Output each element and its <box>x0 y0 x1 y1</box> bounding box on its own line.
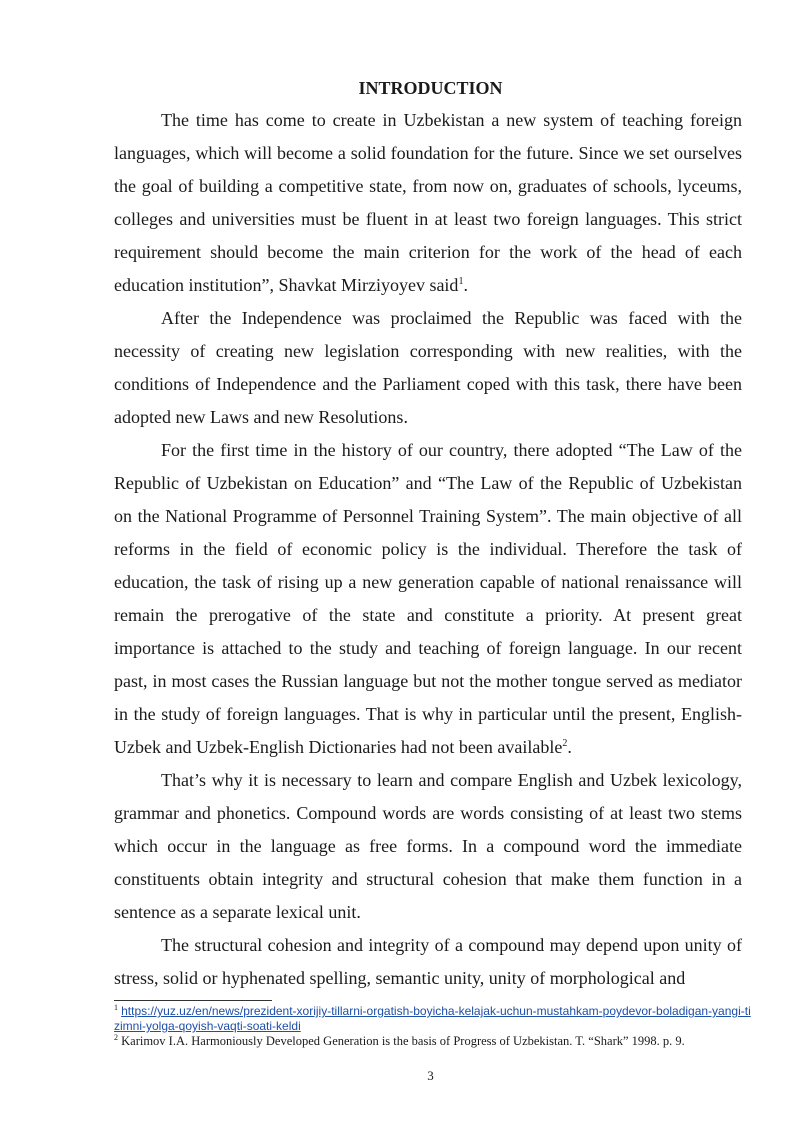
footnote-2 <box>114 1034 754 1049</box>
footnote-1 <box>114 1004 754 1034</box>
paragraph-5-text: The structural cohesion and integrity of a compound may depend upon unity of stress, solid or hyphenated spelling, semantic unity, unity of morphological and <box>114 935 742 988</box>
footnote-1-number: 1 <box>114 1002 118 1012</box>
footnote-ref-1[interactable]: 1 <box>458 276 464 287</box>
footnote-separator <box>114 1000 272 1001</box>
paragraph-1-tail: . <box>463 275 468 295</box>
paragraph-3-text: For the first time in the history of our country, there adopted “The Law of the Republic of Uzbekistan on Education” and “The Law of the Republic of Uzbekistan on the National Programme of Personnel Training System”. The main objective of all reforms in the field of economic policy is the individual. Therefore the task of education, the task of rising up a new generation capable of national renaissance will remain the prerogative of the state and constitute a priority. At present great importance is attached to the study and teaching of foreign language. In our recent past, in most cases the Russian language but not the mother tongue served as mediator in the study of foreign languages. That is why in particular until the present, English-Uzbek and Uzbek-English Dictionaries had not been available <box>114 440 742 757</box>
paragraph-2 <box>114 302 742 434</box>
paragraph-1 <box>114 104 742 302</box>
paragraph-1-text: The time has come to create in Uzbekistan a new system of teaching foreign languages, which will become a solid foundation for the future. Since we set ourselves the goal of building a competitive state, from now on, graduates of schools, lyceums, colleges and universities must be fluent in at least two foreign languages. This strict requirement should become the main criterion for the work of the head of each education institution”, Shavkat Mirziyoyev said <box>114 110 742 295</box>
page-number: 3 <box>427 1068 434 1083</box>
footnote-1-link[interactable]: https://yuz.uz/en/news/prezident-xorijiy-tillarni-orgatish-boyicha-kelajak-uchun-mustahkam-poydevor-boladigan-yangi-tizimni-yolga-qoyish-vaqti-soati-keldi <box>114 1004 751 1033</box>
paragraph-5 <box>114 929 742 995</box>
page-title: INTRODUCTION <box>358 78 503 98</box>
paragraph-3-tail: . <box>567 737 572 757</box>
paragraph-4-text: That’s why it is necessary to learn and compare English and Uzbek lexicology, grammar and phonetics. Compound words are words consisting of at least two stems which occur in the language as free forms. In a compound word the immediate constituents obtain integrity and structural cohesion that make them function in a sentence as a separate lexical unit. <box>114 770 742 922</box>
paragraph-3 <box>114 434 742 764</box>
paragraph-4 <box>114 764 742 929</box>
body-text <box>114 104 742 995</box>
footnote-ref-2[interactable]: 2 <box>562 738 568 749</box>
footnote-2-number: 2 <box>114 1032 118 1042</box>
footnotes <box>114 1004 754 1049</box>
paragraph-2-text: After the Independence was proclaimed the Republic was faced with the necessity of creating new legislation corresponding with new realities, with the conditions of Independence and the Parliament coped with this task, there have been adopted new Laws and new Resolutions. <box>114 308 742 427</box>
footnote-2-text: Karimov I.A. Harmoniously Developed Generation is the basis of Progress of Uzbekistan. T. “Shark” 1998. p. 9. <box>121 1034 685 1048</box>
